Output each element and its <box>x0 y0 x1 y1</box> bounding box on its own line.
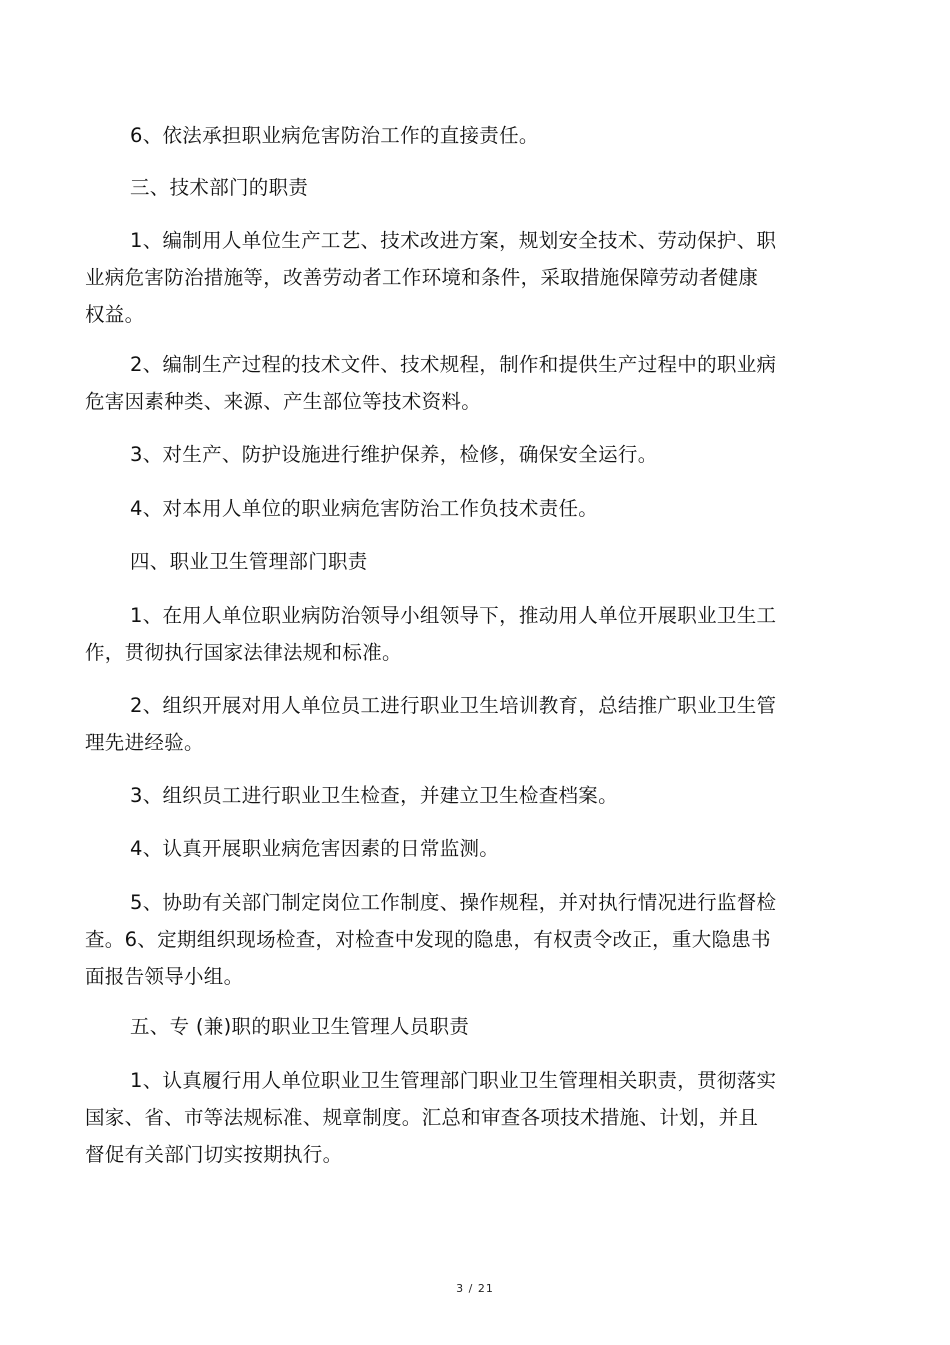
text-line: 国家、省、市等法规标准、规章制度。汇总和审查各项技术措施、计划，并且 <box>85 1106 759 1129</box>
paragraph-health-item-3 <box>85 777 815 814</box>
paragraph-tech-item-4 <box>85 490 815 527</box>
section-heading-technical-dept: 三、技术部门的职责 <box>130 176 309 199</box>
text-line: 3、组织员工进行职业卫生检查，并建立卫生检查档案。 <box>130 784 618 807</box>
paragraph-tech-item-3 <box>85 436 815 473</box>
text-line: 4、认真开展职业病危害因素的日常监测。 <box>130 837 500 860</box>
paragraph-health-item-2 <box>85 687 815 761</box>
paragraph-item-6 <box>85 117 815 154</box>
text-line: 危害因素种类、来源、产生部位等技术资料。 <box>85 390 482 413</box>
text-line: 权益。 <box>85 303 145 326</box>
text-line: 督促有关部门切实按期执行。 <box>85 1143 343 1166</box>
text-line: 6、依法承担职业病危害防治工作的直接责任。 <box>130 124 539 147</box>
text-line: 查。6、定期组织现场检查，对检查中发现的隐患，有权责令改正，重大隐患书 <box>85 928 771 951</box>
text-line: 4、对本用人单位的职业病危害防治工作负技术责任。 <box>130 497 599 520</box>
text-line: 1、认真履行用人单位职业卫生管理部门职业卫生管理相关职责，贯彻落实 <box>130 1069 777 1092</box>
text-line: 2、组织开展对用人单位员工进行职业卫生培训教育，总结推广职业卫生管 <box>130 694 777 717</box>
text-line: 3、对生产、防护设施进行维护保养，检修，确保安全运行。 <box>130 443 658 466</box>
text-line: 2、编制生产过程的技术文件、技术规程，制作和提供生产过程中的职业病 <box>130 353 777 376</box>
text-line: 作，贯彻执行国家法律法规和标准。 <box>85 641 402 664</box>
paragraph-tech-item-1 <box>85 222 815 333</box>
paragraph-health-item-1 <box>85 597 815 671</box>
text-line: 面报告领导小组。 <box>85 965 244 988</box>
text-line: 1、在用人单位职业病防治领导小组领导下，推动用人单位开展职业卫生工 <box>130 604 777 627</box>
section-heading-health-manager: 五、专 (兼)职的职业卫生管理人员职责 <box>130 1015 470 1038</box>
paragraph-tech-item-2 <box>85 346 815 420</box>
text-line: 1、编制用人单位生产工艺、技术改进方案，规划安全技术、劳动保护、职 <box>130 229 777 252</box>
page-number: 3 / 21 <box>456 1282 494 1295</box>
text-line: 理先进经验。 <box>85 731 204 754</box>
paragraph-manager-item-1 <box>85 1062 815 1173</box>
text-line: 业病危害防治措施等，改善劳动者工作环境和条件，采取措施保障劳动者健康 <box>85 266 759 289</box>
text-line: 5、协助有关部门制定岗位工作制度、操作规程，并对执行情况进行监督检 <box>130 891 777 914</box>
paragraph-health-item-5 <box>85 884 815 995</box>
paragraph-health-item-4 <box>85 830 815 867</box>
section-heading-health-mgmt-dept: 四、职业卫生管理部门职责 <box>130 550 368 573</box>
